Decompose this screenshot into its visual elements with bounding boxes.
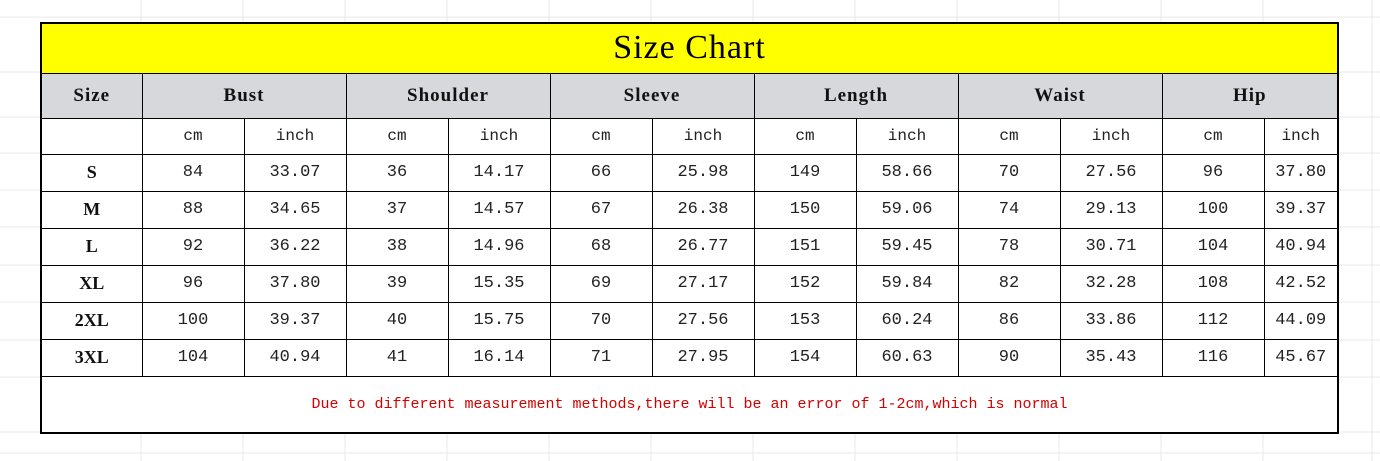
value-cell: 29.13 xyxy=(1060,191,1162,228)
value-cell: 26.77 xyxy=(652,228,754,265)
value-cell: 96 xyxy=(1162,154,1264,191)
value-cell: 32.28 xyxy=(1060,265,1162,302)
value-cell: 58.66 xyxy=(856,154,958,191)
value-cell: 41 xyxy=(346,339,448,376)
value-cell: 69 xyxy=(550,265,652,302)
value-cell: 40.94 xyxy=(244,339,346,376)
unit-cell: inch xyxy=(1264,118,1338,154)
size-chart-table xyxy=(40,22,1339,434)
column-group-header: Shoulder xyxy=(346,73,550,118)
column-group-header: Sleeve xyxy=(550,73,754,118)
value-cell: 39.37 xyxy=(1264,191,1338,228)
value-cell: 67 xyxy=(550,191,652,228)
value-cell: 27.95 xyxy=(652,339,754,376)
value-cell: 154 xyxy=(754,339,856,376)
value-cell: 40.94 xyxy=(1264,228,1338,265)
value-cell: 71 xyxy=(550,339,652,376)
value-cell: 104 xyxy=(142,339,244,376)
unit-cell: cm xyxy=(550,118,652,154)
unit-cell: cm xyxy=(958,118,1060,154)
value-cell: 104 xyxy=(1162,228,1264,265)
value-cell: 60.63 xyxy=(856,339,958,376)
column-group-header: Hip xyxy=(1162,73,1338,118)
value-cell: 37.80 xyxy=(1264,154,1338,191)
value-cell: 149 xyxy=(754,154,856,191)
value-cell: 60.24 xyxy=(856,302,958,339)
value-cell: 36 xyxy=(346,154,448,191)
unit-cell: cm xyxy=(754,118,856,154)
value-cell: 27.56 xyxy=(1060,154,1162,191)
value-cell: 15.35 xyxy=(448,265,550,302)
size-cell: 3XL xyxy=(41,339,142,376)
table-row xyxy=(41,191,1338,228)
value-cell: 88 xyxy=(142,191,244,228)
value-cell: 151 xyxy=(754,228,856,265)
unit-cell: cm xyxy=(346,118,448,154)
measurement-note: Due to different measurement methods,there will be an error of 1-2cm,which is normal xyxy=(41,376,1338,433)
value-cell: 153 xyxy=(754,302,856,339)
value-cell: 68 xyxy=(550,228,652,265)
value-cell: 37 xyxy=(346,191,448,228)
value-cell: 84 xyxy=(142,154,244,191)
table-row xyxy=(41,302,1338,339)
value-cell: 82 xyxy=(958,265,1060,302)
column-group-header: Length xyxy=(754,73,958,118)
value-cell: 33.07 xyxy=(244,154,346,191)
value-cell: 90 xyxy=(958,339,1060,376)
value-cell: 25.98 xyxy=(652,154,754,191)
value-cell: 14.57 xyxy=(448,191,550,228)
value-cell: 34.65 xyxy=(244,191,346,228)
unit-cell: inch xyxy=(244,118,346,154)
unit-cell-empty xyxy=(41,118,142,154)
size-chart-title: Size Chart xyxy=(41,23,1338,73)
value-cell: 116 xyxy=(1162,339,1264,376)
value-cell: 152 xyxy=(754,265,856,302)
value-cell: 86 xyxy=(958,302,1060,339)
unit-cell: cm xyxy=(1162,118,1264,154)
value-cell: 26.38 xyxy=(652,191,754,228)
value-cell: 27.56 xyxy=(652,302,754,339)
value-cell: 78 xyxy=(958,228,1060,265)
size-cell: S xyxy=(41,154,142,191)
table-row xyxy=(41,339,1338,376)
size-cell: 2XL xyxy=(41,302,142,339)
value-cell: 92 xyxy=(142,228,244,265)
value-cell: 39 xyxy=(346,265,448,302)
value-cell: 15.75 xyxy=(448,302,550,339)
value-cell: 66 xyxy=(550,154,652,191)
value-cell: 35.43 xyxy=(1060,339,1162,376)
value-cell: 96 xyxy=(142,265,244,302)
value-cell: 70 xyxy=(958,154,1060,191)
unit-cell: inch xyxy=(652,118,754,154)
value-cell: 38 xyxy=(346,228,448,265)
value-cell: 39.37 xyxy=(244,302,346,339)
column-header-size: Size xyxy=(41,73,142,118)
unit-cell: inch xyxy=(1060,118,1162,154)
value-cell: 42.52 xyxy=(1264,265,1338,302)
value-cell: 108 xyxy=(1162,265,1264,302)
size-cell: XL xyxy=(41,265,142,302)
value-cell: 45.67 xyxy=(1264,339,1338,376)
value-cell: 40 xyxy=(346,302,448,339)
table-row xyxy=(41,228,1338,265)
value-cell: 100 xyxy=(1162,191,1264,228)
value-cell: 59.84 xyxy=(856,265,958,302)
value-cell: 112 xyxy=(1162,302,1264,339)
unit-cell: cm xyxy=(142,118,244,154)
value-cell: 30.71 xyxy=(1060,228,1162,265)
value-cell: 70 xyxy=(550,302,652,339)
value-cell: 16.14 xyxy=(448,339,550,376)
table-row xyxy=(41,154,1338,191)
size-cell: L xyxy=(41,228,142,265)
value-cell: 14.17 xyxy=(448,154,550,191)
value-cell: 33.86 xyxy=(1060,302,1162,339)
value-cell: 59.06 xyxy=(856,191,958,228)
value-cell: 74 xyxy=(958,191,1060,228)
value-cell: 44.09 xyxy=(1264,302,1338,339)
table-row xyxy=(41,265,1338,302)
column-group-header: Waist xyxy=(958,73,1162,118)
value-cell: 100 xyxy=(142,302,244,339)
value-cell: 59.45 xyxy=(856,228,958,265)
unit-cell: inch xyxy=(856,118,958,154)
unit-cell: inch xyxy=(448,118,550,154)
value-cell: 27.17 xyxy=(652,265,754,302)
value-cell: 150 xyxy=(754,191,856,228)
column-group-header: Bust xyxy=(142,73,346,118)
value-cell: 36.22 xyxy=(244,228,346,265)
value-cell: 14.96 xyxy=(448,228,550,265)
size-cell: M xyxy=(41,191,142,228)
value-cell: 37.80 xyxy=(244,265,346,302)
